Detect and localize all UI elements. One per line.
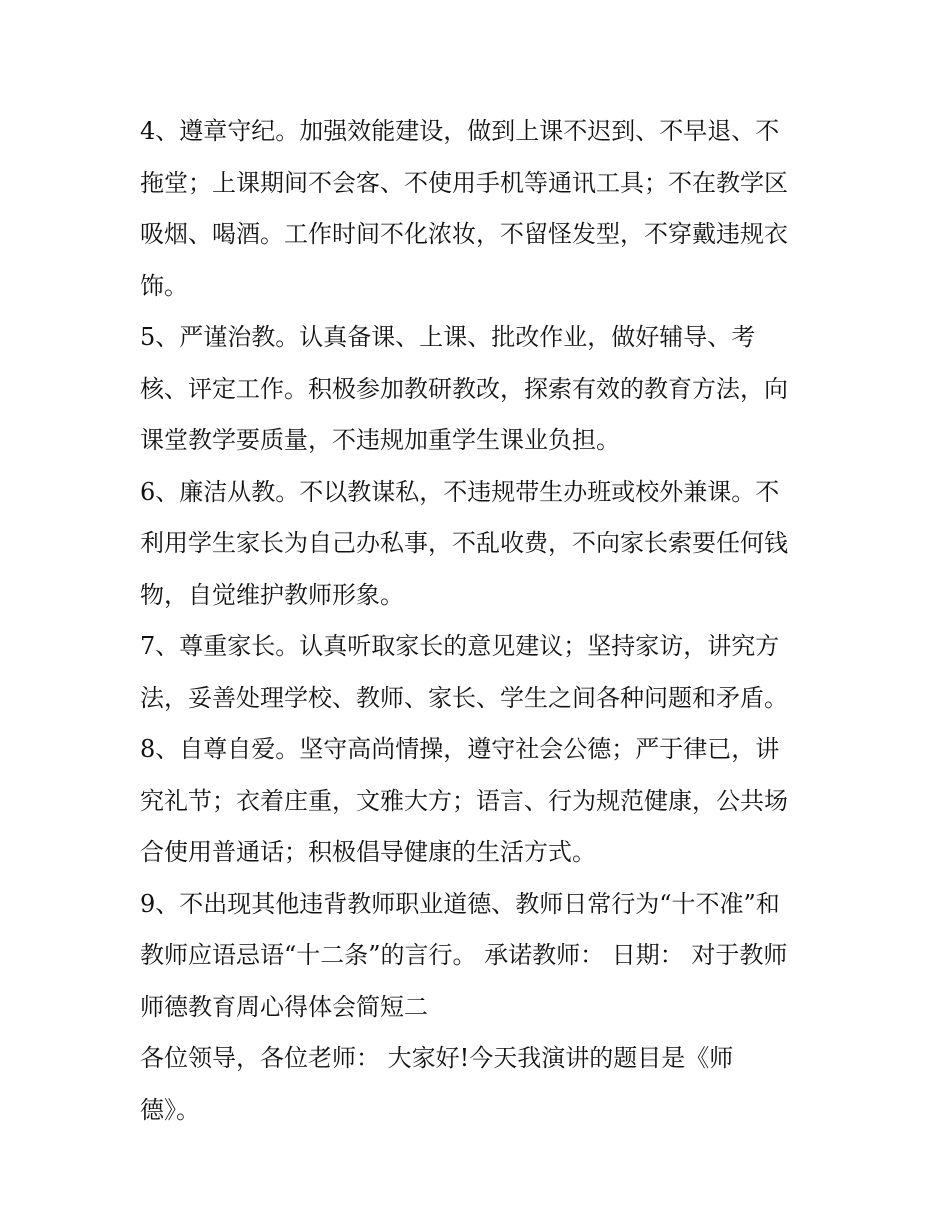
document-body xyxy=(140,106,830,1136)
text-line: 利用学生家长为自己办私事，不乱收费，不向家长索要任何钱 xyxy=(140,529,788,557)
text-line: 师德教育周心得体会简短二 xyxy=(140,992,428,1021)
text-line: 5、严谨治教。认真备课、上课、批改作业，做好辅导、考 xyxy=(140,323,756,351)
text-line: 法，妥善处理学校、教师、家长、学生之间各种问题和矛盾。 xyxy=(140,683,788,712)
text-line: 9、不出现其他违背教师职业道德、教师日常行为“十不准”和 xyxy=(140,889,780,918)
text-line: 核、评定工作。积极参加教研教改，探索有效的教育方法，向 xyxy=(140,374,788,403)
text-line: 7、尊重家长。认真听取家长的意见建议；坚持家访，讲究方 xyxy=(140,632,780,660)
text-line: 4、遵章守纪。加强效能建设，做到上课不迟到、不早退、不 xyxy=(140,117,780,145)
text-line: 德》。 xyxy=(140,1095,200,1124)
text-line: 8、自尊自爱。坚守高尚情操，遵守社会公德；严于律已，讲 xyxy=(140,735,780,763)
text-line: 物，自觉维护教师形象。 xyxy=(140,580,404,609)
text-line: 6、廉洁从教。不以教谋私，不违规带生办班或校外兼课。不 xyxy=(140,477,780,506)
text-line: 饰。 xyxy=(140,271,188,300)
text-line: 合使用普通话；积极倡导健康的生活方式。 xyxy=(140,838,596,866)
text-line: 拖堂；上课期间不会客、不使用手机等通讯工具；不在教学区 xyxy=(140,168,788,197)
text-line: 究礼节；衣着庄重，文雅大方；语言、行为规范健康，公共场 xyxy=(140,786,788,815)
text-line: 课堂教学要质量，不违规加重学生课业负担。 xyxy=(140,426,620,454)
text-line: 吸烟、喝酒。工作时间不化浓妆，不留怪发型，不穿戴违规衣 xyxy=(140,220,788,248)
text-line: 各位领导，各位老师： 大家好!今天我演讲的题目是《师 xyxy=(140,1044,734,1072)
text-line: 教师应语忌语“十二条”的言行。 承诺教师： 日期： 对于教师 xyxy=(140,941,788,969)
